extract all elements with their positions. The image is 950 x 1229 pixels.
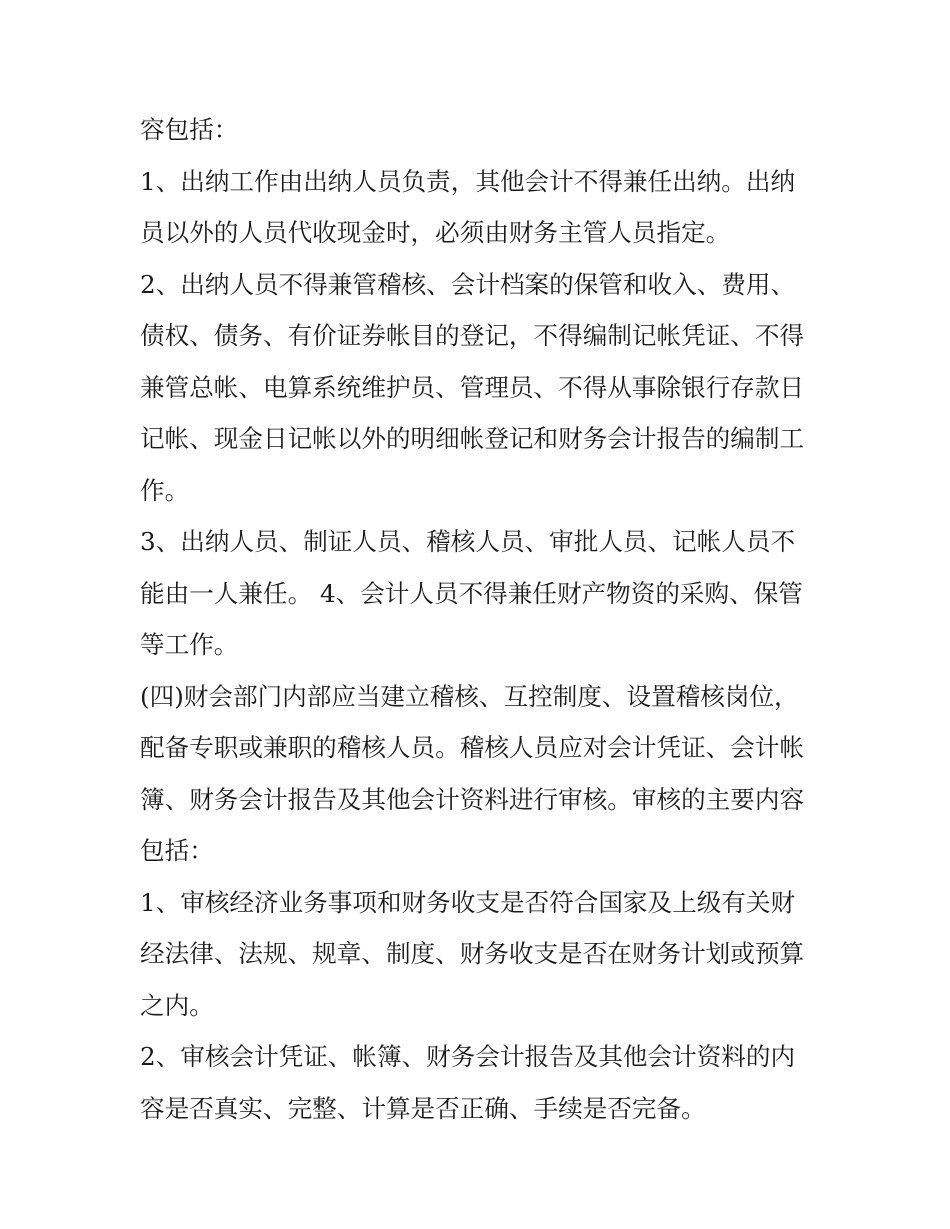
text-line-4: 2、出纳人员不得兼管稽核、会计档案的保管和收入、费用、 xyxy=(140,269,796,299)
text-line-17: 经法律、法规、规章、制度、财务收支是否在财务计划或预算 xyxy=(140,939,805,968)
text-line-3: 员以外的人员代收现金时，必须由财务主管人员指定。 xyxy=(140,218,731,247)
text-line-20: 容是否真实、完整、计算是否正确、手续是否完备。 xyxy=(140,1093,706,1123)
text-line-5: 债权、债务、有价证券帐目的登记，不得编制记帐凭证、不得 xyxy=(140,321,805,350)
text-line-14: 簿、财务会计报告及其他会计资料进行审核。审核的主要内容 xyxy=(140,784,805,814)
text-line-16: 1、审核经济业务事项和财务收支是否符合国家及上级有关财 xyxy=(140,887,796,917)
text-line-12: (四)财会部门内部应当建立稽核、互控制度、设置稽核岗位， xyxy=(140,681,799,711)
text-line-2: 1、出纳工作由出纳人员负责，其他会计不得兼任出纳。出纳 xyxy=(140,166,796,196)
text-line-9: 3、出纳人员、制证人员、稽核人员、审批人员、记帐人员不 xyxy=(140,527,796,556)
text-line-13: 配备专职或兼职的稽核人员。稽核人员应对会计凭证、会计帐 xyxy=(140,733,805,762)
text-line-11: 等工作。 xyxy=(140,630,239,659)
document-body xyxy=(140,104,820,1134)
text-line-8: 作。 xyxy=(140,475,190,505)
text-line-15: 包括： xyxy=(140,836,214,865)
text-line-18: 之内。 xyxy=(140,990,214,1020)
text-line-10: 能由一人兼任。 4、会计人员不得兼任财产物资的采购、保管 xyxy=(140,578,803,608)
text-line-7: 记帐、现金日记帐以外的明细帐登记和财务会计报告的编制工 xyxy=(140,424,805,453)
text-line-19: 2、审核会计凭证、帐簿、财务会计报告及其他会计资料的内 xyxy=(140,1042,796,1071)
text-line-6: 兼管总帐、电算系统维护员、管理员、不得从事除银行存款日 xyxy=(140,372,805,402)
text-line-1: 容包括： xyxy=(140,115,239,144)
